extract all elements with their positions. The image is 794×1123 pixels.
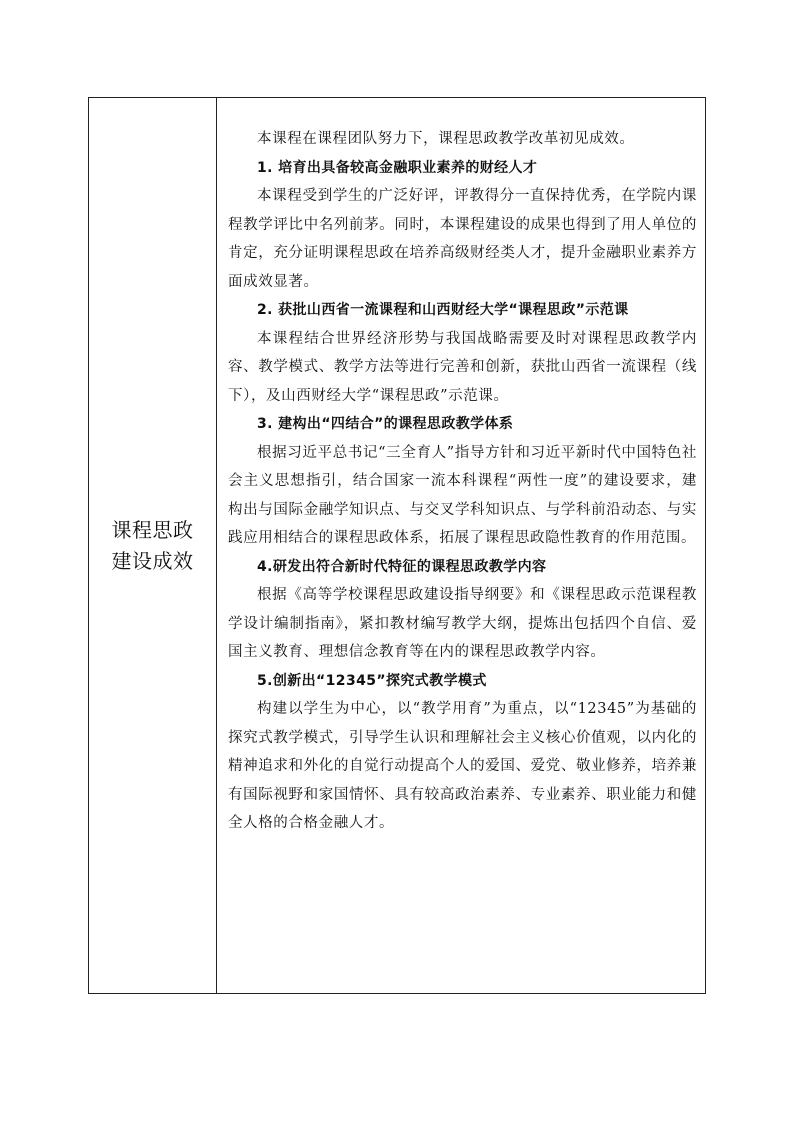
content-cell [217, 98, 705, 838]
section-4-body: 根据《高等学校课程思政建设指导纲要》和《课程思政示范课程教学设计编制指南》，紧扣教材编写教学大纲，提炼出包括四个自信、爱国主义教育、理想信念教育等在内的课程思政教学内容。 [228, 587, 697, 660]
section-3-heading: 3. 建构出“四结合”的课程思政教学体系 [257, 416, 514, 432]
row-label-line-2: 建设成效 [111, 548, 194, 573]
section-2-heading: 2. 获批山西省一流课程和山西财经大学“课程思政”示范课 [257, 302, 629, 318]
intro-paragraph: 本课程在课程团队努力下，课程思政教学改革初见成效。 [257, 131, 635, 147]
section-1-body: 本课程受到学生的广泛好评，评教得分一直保持优秀，在学院内课程教学评比中名列前茅。同时，本课程建设的成果也得到了用人单位的肯定，充分证明课程思政在培养高级财经类人才，提升金融职业素养方面成效显著。 [228, 188, 697, 290]
section-5-heading: 5.创新出“12345”探究式教学模式 [257, 672, 487, 689]
section-4-heading: 4.研发出符合新时代特征的课程思政教学内容 [257, 558, 547, 575]
section-2-body: 本课程结合世界经济形势与我国战略需要及时对课程思政教学内容、教学模式、教学方法等进行完善和创新，获批山西省一流课程（线下），及山西财经大学“课程思政”示范课。 [228, 330, 697, 404]
content-table [88, 97, 706, 994]
section-5-body: 构建以学生为中心，以“教学用育”为重点，以“12345”为基础的探究式教学模式，引导学生认识和理解社会主义核心价值观，以内化的精神追求和外化的自觉行动提高个人的爱国、爱党、敬业修养，培养兼有国际视野和家国情怀、具有较高政治素养、专业素养、职业能力和健全人格的合格金融人才。 [228, 701, 697, 831]
row-label-line-1: 课程思政 [111, 517, 194, 542]
section-1-heading: 1. 培育出具备较高金融职业素养的财经人才 [257, 159, 538, 176]
row-label-cell [89, 98, 217, 993]
section-3-body: 根据习近平总书记“三全育人”指导方针和习近平新时代中国特色社会主义思想指引，结合国家一流本科课程“两性一度”的建设要求，建构出与国际金融学知识点、与交叉学科知识点、与学科前沿动态、与实践应用相结合的课程思政体系，拓展了课程思政隐性教育的作用范围。 [228, 444, 697, 546]
